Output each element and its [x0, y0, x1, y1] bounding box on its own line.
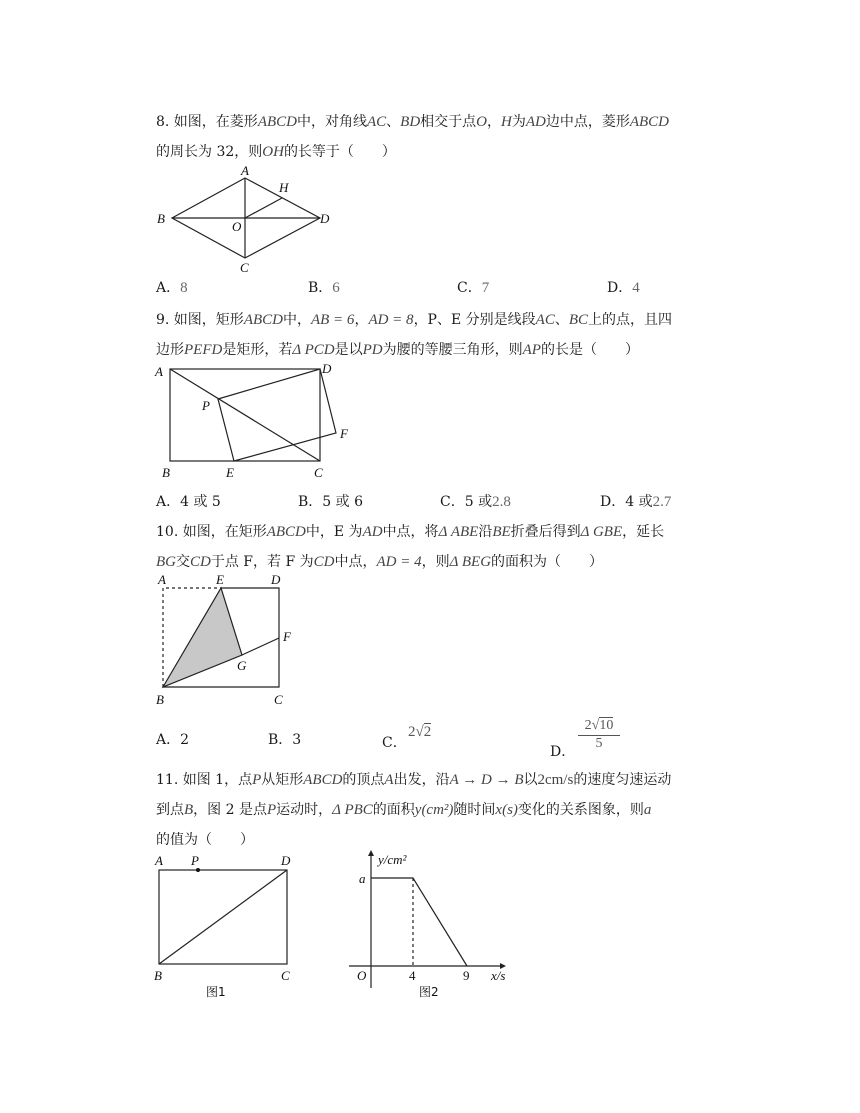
- q8-option-c[interactable]: [457, 278, 489, 298]
- q9-text: 为腰的等腰三角形，则: [382, 342, 523, 358]
- q9-label-B: B: [162, 465, 170, 480]
- q8-math-H: H: [501, 114, 512, 130]
- q8-text: 为: [511, 114, 526, 130]
- q11-math-ABCD: ABCD: [303, 772, 343, 788]
- q10-option-c[interactable]: [382, 733, 407, 753]
- q8-text: 的周长为 32，则: [156, 144, 263, 160]
- q10-text: 的面积为（ ）: [491, 554, 604, 570]
- q9-option-d[interactable]: [600, 492, 671, 512]
- y-axis-arrow-icon: [368, 850, 374, 856]
- q10-math-BE: BE: [492, 524, 511, 540]
- q11-text: 以: [523, 772, 538, 788]
- q10-option-d-fraction: [578, 718, 620, 752]
- option-value: 6: [332, 280, 340, 296]
- q10-label-F: F: [283, 629, 291, 644]
- q9-math-AP: AP: [522, 342, 541, 358]
- q10-folding-figure: [150, 570, 310, 712]
- option-value: 4 或 5: [180, 494, 221, 510]
- q9-math-BC: BC: [568, 312, 588, 328]
- option-key: B．: [298, 494, 323, 510]
- q9-option-c[interactable]: [440, 492, 511, 512]
- q10-text: 沿: [478, 524, 493, 540]
- q11-text: 出发，沿: [393, 772, 450, 788]
- q10-label-D: D: [271, 572, 281, 587]
- q10-text: 中点，将: [382, 524, 439, 540]
- q11-math-speed: 2cm/s: [537, 772, 574, 788]
- option-key: B．: [308, 280, 333, 296]
- sqrt-icon: √: [415, 724, 424, 740]
- q11-text: 从矩形: [261, 772, 304, 788]
- q8-label-D: D: [320, 211, 330, 226]
- q10-text: 10. 如图，在矩形: [156, 524, 267, 540]
- q10-text: 于点 F，若 F 为: [210, 554, 314, 570]
- q11-math-triangle-PBC: Δ PBC: [332, 802, 373, 818]
- option-key: A．: [156, 280, 181, 296]
- q10-label-B: B: [156, 692, 164, 707]
- q11-diagonal-BD: [159, 870, 287, 964]
- y-axis-label: y/cm²: [378, 852, 407, 867]
- q10-label-A: A: [158, 572, 166, 587]
- q8-math-AC: AC: [366, 114, 387, 130]
- q11-math-y-unit: y(cm²): [414, 802, 454, 818]
- option-key: C．: [440, 494, 465, 510]
- q8-text: 相交于点: [420, 114, 477, 130]
- q9-label-P: P: [202, 398, 210, 413]
- q8-math-ABCD: ABCD: [629, 114, 670, 130]
- option-key: C．: [382, 735, 407, 751]
- q9-text: 的长是（ ）: [540, 342, 639, 358]
- option-key: A．: [156, 732, 181, 748]
- q9-diagonal-AC: [170, 369, 320, 461]
- option-key: B．: [268, 732, 293, 748]
- q11-math-P: P: [252, 772, 262, 788]
- q9-text: 上的点，且四: [588, 312, 672, 328]
- q9-math-AC: AC: [535, 312, 555, 328]
- q8-label-B: B: [157, 211, 165, 226]
- option-coefficient: 2: [584, 718, 592, 733]
- option-key: D．: [607, 280, 633, 296]
- option-value: 3: [292, 732, 302, 748]
- option-value: 2: [180, 732, 190, 748]
- q11-text: 运动时，: [276, 802, 333, 818]
- fraction-denominator: 5: [595, 736, 603, 751]
- q8-text: 8. 如图，在菱形: [156, 114, 258, 130]
- q10-math-AD: AD = 4: [376, 554, 422, 570]
- q9-rectangle-figure: [150, 358, 360, 482]
- fraction-numerator: [578, 718, 620, 736]
- q8-line2: [156, 142, 396, 162]
- q10-math-BG: BG: [156, 554, 176, 570]
- q11-text: 的值为（ ）: [156, 832, 254, 848]
- q9-text: 是以: [334, 342, 363, 358]
- graph-line: [371, 878, 467, 966]
- q11-text: 随时间: [453, 802, 496, 818]
- q10-option-d[interactable]: [550, 742, 575, 762]
- q10-math-CD: CD: [313, 554, 335, 570]
- option-value-2: 2.8: [492, 494, 511, 510]
- q8-math-AD: AD: [525, 114, 546, 130]
- q10-math-AD: AD: [362, 524, 383, 540]
- q10-label-C: C: [274, 692, 283, 707]
- q8-label-C: C: [240, 260, 249, 272]
- q8-text: 中，对角线: [296, 114, 367, 130]
- q8-text: 边中点，菱形: [545, 114, 630, 130]
- option-value: 5 或 6: [322, 494, 364, 510]
- q10-text: 折叠后得到: [510, 524, 581, 540]
- sqrt-icon: √: [591, 718, 600, 733]
- q9-line2: [156, 340, 639, 360]
- option-value: 8: [180, 280, 188, 296]
- q11-line1: [156, 770, 671, 790]
- q8-label-O: O: [232, 219, 242, 234]
- q8-text: 、: [386, 114, 401, 130]
- q9-label-A: A: [155, 364, 163, 379]
- q10-label-E: E: [216, 572, 224, 587]
- q8-math-ABCD: ABCD: [257, 114, 297, 130]
- option-value: 7: [481, 280, 490, 296]
- q10-label-G: G: [237, 658, 247, 673]
- q9-option-a[interactable]: [156, 492, 221, 512]
- q10-math-ABCD: ABCD: [266, 524, 306, 540]
- tick-label-4: 4: [409, 968, 416, 983]
- option-value: 4 或: [625, 494, 653, 510]
- q11-text: 的顶点: [342, 772, 385, 788]
- q10-option-b[interactable]: [268, 730, 301, 750]
- q9-text: 、: [554, 312, 569, 328]
- q9-label-E: E: [226, 465, 234, 480]
- q10-segment-GF: [242, 638, 279, 655]
- tick-label-a: a: [359, 871, 366, 886]
- option-value: 5 或: [464, 494, 493, 510]
- q11-math-B: B: [184, 802, 194, 818]
- q9-math-triangle-PCD: Δ PCD: [292, 342, 335, 358]
- q11-math-A: A: [384, 772, 394, 788]
- q10-math-triangle-BEG: Δ BEG: [449, 554, 492, 570]
- q11-line3: [156, 830, 254, 850]
- q9-text: 9. 如图，矩形: [156, 312, 244, 328]
- q11-line2: [156, 800, 651, 820]
- q10-math-triangle-GBE: Δ GBE: [580, 524, 623, 540]
- q11-label-D: D: [281, 853, 291, 868]
- q9-text: 是矩形，若: [222, 342, 293, 358]
- q11-figure2-graph: [345, 850, 515, 1002]
- q11-label-P: P: [191, 853, 199, 868]
- option-key: D．: [550, 744, 576, 760]
- q10-line1: [156, 522, 664, 542]
- q10-text: ，则: [421, 554, 450, 570]
- q9-math-PD: PD: [362, 342, 383, 358]
- q8-math-OH: OH: [262, 144, 284, 160]
- q11-math-P: P: [266, 802, 277, 818]
- q9-label-C: C: [314, 465, 323, 480]
- q8-option-d[interactable]: [607, 278, 640, 298]
- q11-text: 的速度匀速运动: [573, 772, 672, 788]
- x-axis-label: x/s: [491, 968, 506, 983]
- q11-text: 11. 如图 1，点: [156, 772, 253, 788]
- q9-math-AD: AD = 8: [368, 312, 414, 328]
- q9-text: ，: [354, 312, 369, 328]
- q11-math-path: A → D → B: [449, 772, 524, 788]
- q10-option-c-expr: [408, 724, 431, 741]
- q10-text: 中点，: [334, 554, 377, 570]
- q9-text: 边形: [156, 342, 184, 358]
- q10-line2: [156, 552, 603, 572]
- tick-label-9: 9: [463, 968, 470, 983]
- q9-text: ，P、E 分别是线段: [413, 312, 536, 328]
- q11-label-A: A: [155, 853, 163, 868]
- q8-math-BD: BD: [400, 114, 421, 130]
- q11-label-B: B: [154, 968, 162, 983]
- q9-rectangle-PEFD: [218, 369, 336, 461]
- option-key: A．: [156, 494, 181, 510]
- q10-text: ，延长: [622, 524, 665, 540]
- q11-math-a: a: [643, 802, 652, 818]
- q8-label-H: H: [279, 180, 289, 195]
- q10-math-triangle-ABE: Δ ABE: [438, 524, 479, 540]
- q11-text: 到点: [156, 802, 184, 818]
- q10-text: 交: [176, 554, 190, 570]
- q8-line1: [156, 112, 669, 132]
- q11-figure1-caption: 图1: [206, 985, 226, 999]
- q9-math-AB: AB = 6: [310, 312, 355, 328]
- option-coefficient: 2: [408, 724, 416, 740]
- origin-label: O: [357, 968, 367, 983]
- q9-math-ABCD: ABCD: [243, 312, 283, 328]
- q11-figure2-caption: 图2: [419, 985, 439, 999]
- q11-figure1: [148, 850, 308, 1002]
- q8-option-b[interactable]: [308, 278, 340, 298]
- q8-label-A: A: [241, 163, 249, 178]
- q8-rhombus-figure: [150, 160, 350, 272]
- q11-math-x-unit: x(s): [495, 802, 518, 818]
- q8-option-a[interactable]: [156, 278, 188, 298]
- q8-math-O: O: [476, 114, 487, 130]
- q11-text: 变化的关系图象，则: [517, 802, 644, 818]
- option-radicand: 2: [423, 724, 432, 740]
- q10-text: 中，E 为: [305, 524, 363, 540]
- option-value: 4: [632, 280, 640, 296]
- option-key: D．: [600, 494, 626, 510]
- option-radicand: 10: [599, 718, 614, 733]
- option-value-2: 2.7: [652, 494, 672, 510]
- q10-shaded-triangle-BEG: [163, 588, 242, 687]
- q8-text: ，: [487, 114, 501, 130]
- q11-label-C: C: [281, 968, 290, 983]
- q10-math-CD: CD: [190, 554, 211, 570]
- q9-option-b[interactable]: [298, 492, 363, 512]
- q9-line1: [156, 310, 672, 330]
- q9-label-F: F: [340, 426, 348, 441]
- q11-point-P: [196, 868, 200, 872]
- q9-math-PEFD: PEFD: [184, 342, 223, 358]
- q9-label-D: D: [322, 361, 332, 376]
- q11-text: 的面积: [372, 802, 415, 818]
- q9-text: 中，: [282, 312, 311, 328]
- q8-segment-OH: [245, 198, 282, 218]
- option-key: C．: [457, 280, 482, 296]
- q11-text: ，图 2 是点: [193, 802, 267, 818]
- q8-text: 的长等于（ ）: [283, 144, 396, 160]
- q10-option-a[interactable]: [156, 730, 189, 750]
